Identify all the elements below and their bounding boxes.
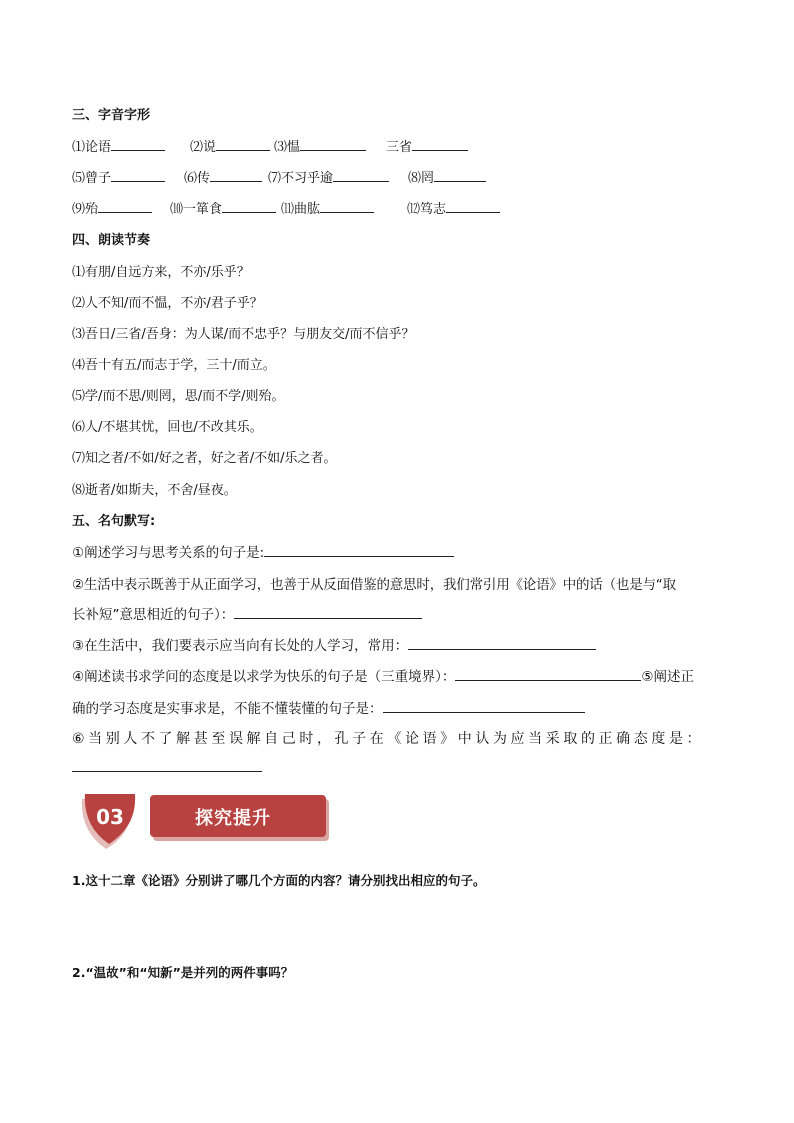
word-item: 三省 [386,136,468,155]
section3-title: 三、字音字形 [72,108,151,123]
badge-number: 03 [96,805,124,829]
word-item: ⑴论语 [72,136,165,155]
banner-title: 探究提升 [195,808,271,829]
answer-line[interactable] [234,604,422,619]
word-item: ⑽一箪食 [170,198,276,217]
reading-line: ⑷吾十有五/而志于学，三十/而立。 [72,358,276,373]
reading-line: ⑸学/而不思/则罔，思/而不学/则殆。 [72,389,285,404]
reading-line: ⑶吾日/三省/吾身：为人谋/而不忠乎？与朋友交/而不信乎？ [72,327,415,342]
recite-q3: ③在生活中，我们要表示应当向有长处的人学习，常用： [72,634,596,654]
word-item: ⑼殆 [72,198,152,217]
reading-line: ⑹人/不堪其忧，回也/不改其乐。 [72,420,263,435]
section-number-badge [79,788,141,850]
reading-line: ⑻逝者/如斯夫，不舍/昼夜。 [72,483,237,498]
answer-line[interactable] [408,635,596,650]
recite-q2b: 长补短”意思相近的句子）： [72,603,422,623]
word-item: ⑵说 [190,136,270,155]
recite-q2a: ②生活中表示既善于从正面学习，也善于从反面借鉴的意思时，我们常引用《论语》中的话（也是与“取 [72,577,676,593]
word-item: ⑶愠 [274,136,366,155]
recite-q4: ④阐述读书求学问的态度是以求学为快乐的句子是（三重境界）： ⑤阐述正 [72,665,694,685]
word-item: ⑾曲肱 [281,198,374,217]
answer-line[interactable] [264,542,454,557]
word-item: ⑺不习乎逾 [268,167,389,186]
recite-q5b: 确的学习态度是实事求是，不能不懂装懂的句子是： [72,697,585,717]
reading-line: ⑵人不知/而不愠，不亦/君子乎？ [72,296,263,311]
section4-title: 四、朗读节奏 [72,233,151,248]
word-item: ⑹传 [184,167,262,186]
section-banner [150,795,326,837]
reading-line: ⑴有朋/自远方来，不亦/乐乎？ [72,265,250,280]
answer-line[interactable] [383,698,585,713]
question-1: 1.这十二章《论语》分别讲了哪几个方面的内容？请分别找出相应的句子。 [72,873,486,888]
recite-q6: ⑥当别人不了解甚至误解自己时，孔子在《论语》中认为应当采取的正确态度是： [72,731,705,747]
section5-title: 五、名句默写: [72,514,156,529]
word-item: ⑿笃志 [407,198,500,217]
answer-line[interactable] [455,666,641,681]
word-item: ⑸曾子 [72,167,165,186]
question-2: 2.“温故”和“知新”是并列的两件事吗？ [72,965,294,980]
word-item: ⑻罔 [408,167,486,186]
reading-line: ⑺知之者/不如/好之者，好之者/不如/乐之者。 [72,451,337,466]
recite-q1: ①阐述学习与思考关系的句子是: [72,541,454,561]
answer-line[interactable] [72,757,262,772]
